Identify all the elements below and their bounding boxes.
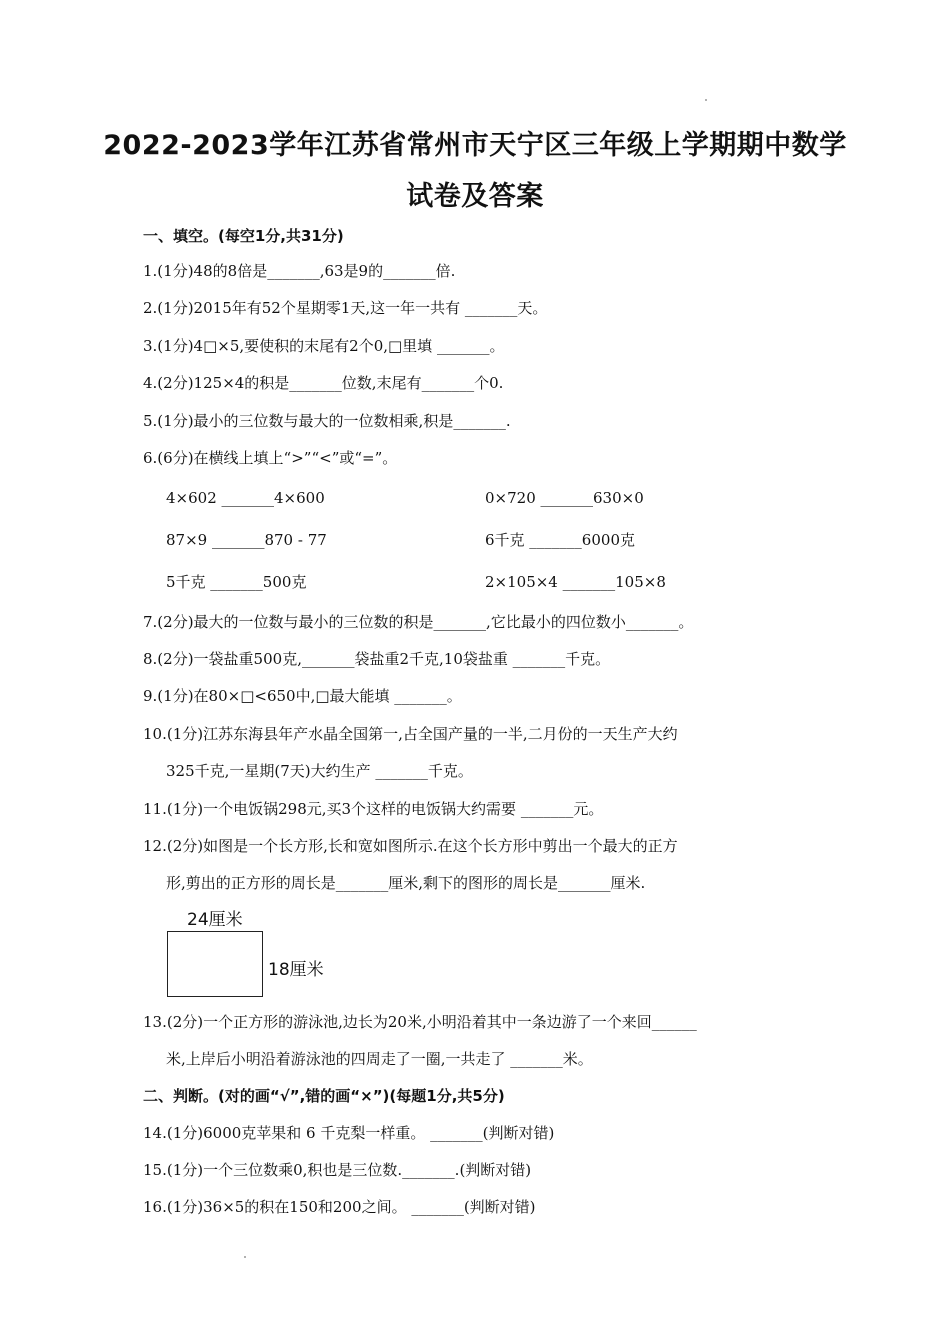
question-15: 15.(1分)一个三位数乘0,积也是三位数._______.(判断对错) (143, 1161, 532, 1179)
question-16: 16.(1分)36×5的积在150和200之间。 _______(判断对错) (143, 1198, 536, 1216)
question-4: 4.(2分)125×4的积是_______位数,末尾有_______个0. (143, 374, 504, 392)
question-10-line1: 10.(1分)江苏东海县年产水晶全国第一,占全国产量的一半,二月份的一天生产大约 (143, 725, 678, 743)
question-2: 2.(1分)2015年有52个星期零1天,这一年一共有 _______天。 (143, 299, 548, 317)
question-9: 9.(1分)在80×□<650中,□最大能填 _______。 (143, 687, 462, 705)
question-11: 11.(1分)一个电饭锅298元,买3个这样的电饭锅大约需要 _______元。 (143, 800, 604, 818)
q6-item-2: 0×720 _______630×0 (485, 489, 644, 507)
question-5: 5.(1分)最小的三位数与最大的一位数相乘,积是_______. (143, 412, 511, 430)
question-12-line1: 12.(2分)如图是一个长方形,长和宽如图所示.在这个长方形中剪出一个最大的正方 (143, 837, 678, 855)
scan-dot (244, 1256, 246, 1258)
q6-item-4: 6千克 _______6000克 (485, 531, 635, 549)
page-title-line1: 2022-2023学年江苏省常州市天宁区三年级上学期期中数学 (103, 130, 847, 161)
rectangle-width-label: 18厘米 (268, 960, 324, 980)
question-12-line2: 形,剪出的正方形的周长是_______厘米,剩下的图形的周长是_______厘米. (166, 874, 646, 892)
question-7: 7.(2分)最大的一位数与最小的三位数的积是_______,它比最小的四位数小_______。 (143, 613, 694, 631)
section-fill-blank-heading: 一、填空。(每空1分,共31分) (143, 227, 344, 245)
question-13-line2: 米,上岸后小明沿着游泳池的四周走了一圈,一共走了 _______米。 (166, 1050, 593, 1068)
question-3: 3.(1分)4□×5,要使积的末尾有2个0,□里填 _______。 (143, 337, 505, 355)
question-8: 8.(2分)一袋盐重500克,_______袋盐重2千克,10袋盐重 _______千克。 (143, 650, 611, 668)
question-10-line2: 325千克,一星期(7天)大约生产 _______千克。 (166, 762, 473, 780)
question-14: 14.(1分)6000克苹果和 6 千克梨一样重。 _______(判断对错) (143, 1124, 555, 1142)
q6-item-6: 2×105×4 _______105×8 (485, 573, 666, 591)
q6-item-1: 4×602 _______4×600 (166, 489, 325, 507)
question-6: 6.(6分)在横线上填上“>”“<”或“=”。 (143, 449, 398, 467)
section-true-false-heading: 二、判断。(对的画“√”,错的画“×”)(每题1分,共5分) (143, 1087, 505, 1105)
page-title-line2: 试卷及答案 (406, 181, 544, 212)
rectangle-length-label: 24厘米 (187, 910, 243, 930)
question-1: 1.(1分)48的8倍是_______,63是9的_______倍. (143, 262, 456, 280)
q6-item-5: 5千克 _______500克 (166, 573, 307, 591)
scan-dot (705, 99, 707, 101)
rectangle-figure (167, 931, 263, 997)
q6-item-3: 87×9 _______870 - 77 (166, 531, 327, 549)
question-13-line1: 13.(2分)一个正方形的游泳池,边长为20米,小明沿着其中一条边游了一个来回______ (143, 1013, 697, 1031)
